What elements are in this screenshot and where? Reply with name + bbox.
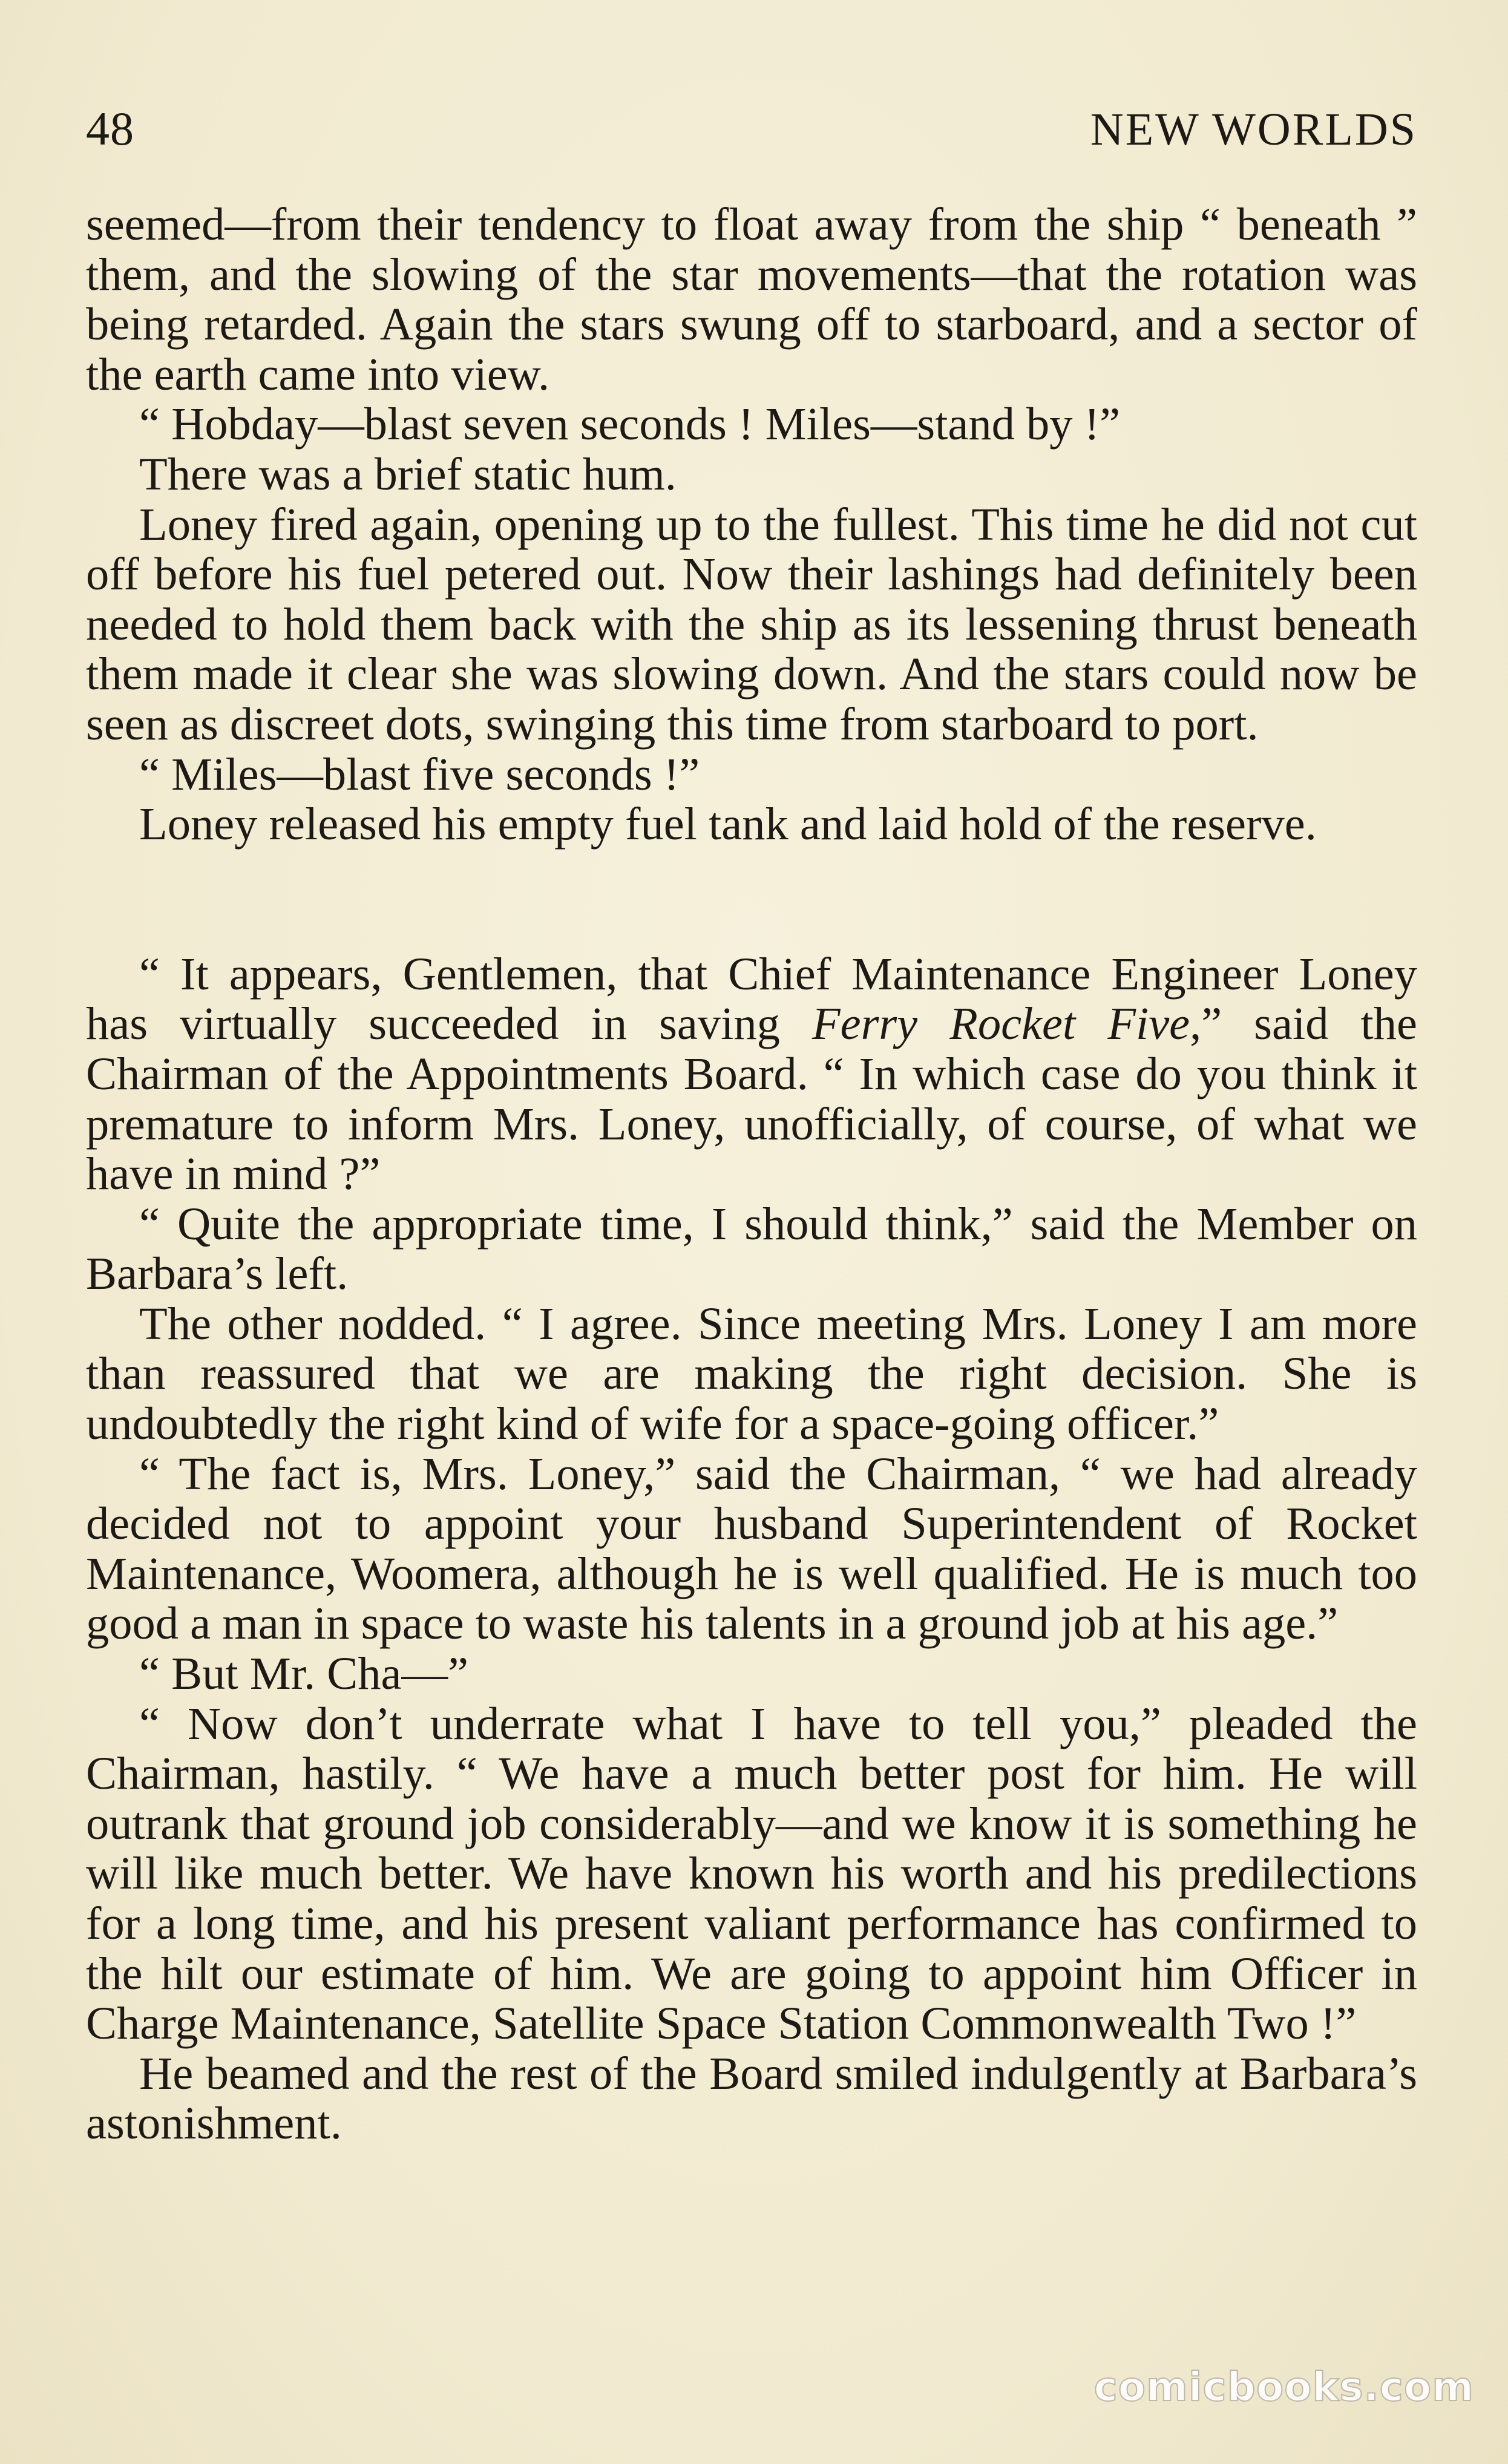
paragraph: “ But Mr. Cha—” <box>139 1648 468 1700</box>
paragraph: The other nodded. “ I agree. Since meeting Mrs. Loney I am more than reassured that we are making the right decision. She is undoubtedly the right kind of wife for a space-going officer.” <box>86 1297 1417 1450</box>
ship-name: Ferry Rocket Five <box>811 998 1190 1050</box>
page-number: 48 <box>86 102 134 155</box>
paragraph: Loney released his empty fuel tank and laid hold of the reserve. <box>139 798 1317 850</box>
paragraph: He beamed and the rest of the Board smiled indulgently at Barbara’s astonishment. <box>86 2047 1417 2149</box>
page-header <box>86 102 1417 156</box>
watermark-logo: comicbooks.com <box>1093 2364 1474 2410</box>
paragraph <box>86 949 1417 1199</box>
section-break <box>86 850 1417 949</box>
paragraph-text: “ It appears, Gentlemen, that Chief Maintenance Engineer Loney has virtually succeeded in saving <box>86 948 1417 1050</box>
paragraph: “ Quite the appropriate time, I should think,” said the Member on Barbara’s left. <box>86 1198 1417 1300</box>
paragraph-text: ,” said the Chairman of the Appointments Board. “ In which case do you think it premature to inform Mrs. Loney, unofficially, of course, of what we have in mind ?” <box>86 998 1417 1200</box>
running-title: NEW WORLDS <box>1090 104 1417 155</box>
paragraph: “ Now don’t underrate what I have to tell you,” pleaded the Chairman, hastily. “ We have a much better post for him. He will outrank that ground job considerably—and we know it is something he will like much better. We have known his worth and his predilections for a long time, and his present valiant performance has confirmed to the hilt our estimate of him. We are going to appoint him Officer in Charge Maintenance, Satellite Space Station Commonwealth Two !” <box>86 1697 1417 2050</box>
paragraph: Loney fired again, opening up to the fullest. This time he did not cut off before his fuel petered out. Now their lashings had definitely been needed to hold them back with the ship as its lessening thrust beneath them made it clear she was slowing down. And the stars could now be seen as discreet dots, swinging this time from starboard to port. <box>86 498 1417 750</box>
paragraph: “ Hobday—blast seven seconds ! Miles—stand by !” <box>139 398 1121 450</box>
paragraph: seemed—from their tendency to float away from the ship “ beneath ” them, and the slowing of the star movements—that the rotation was being retarded. Again the stars swung off to starboard, and a sector of the earth came into view. <box>86 198 1417 400</box>
paragraph: There was a brief static hum. <box>139 448 677 500</box>
paragraph: “ The fact is, Mrs. Loney,” said the Chairman, “ we had already decided not to appoint your husband Superintendent of Rocket Maintenance, Woomera, although he is well qualified. He is much too good a man in space to waste his talents in a ground job at his age.” <box>86 1447 1417 1650</box>
story-text <box>86 200 1417 2149</box>
paragraph: “ Miles—blast five seconds !” <box>139 748 700 800</box>
